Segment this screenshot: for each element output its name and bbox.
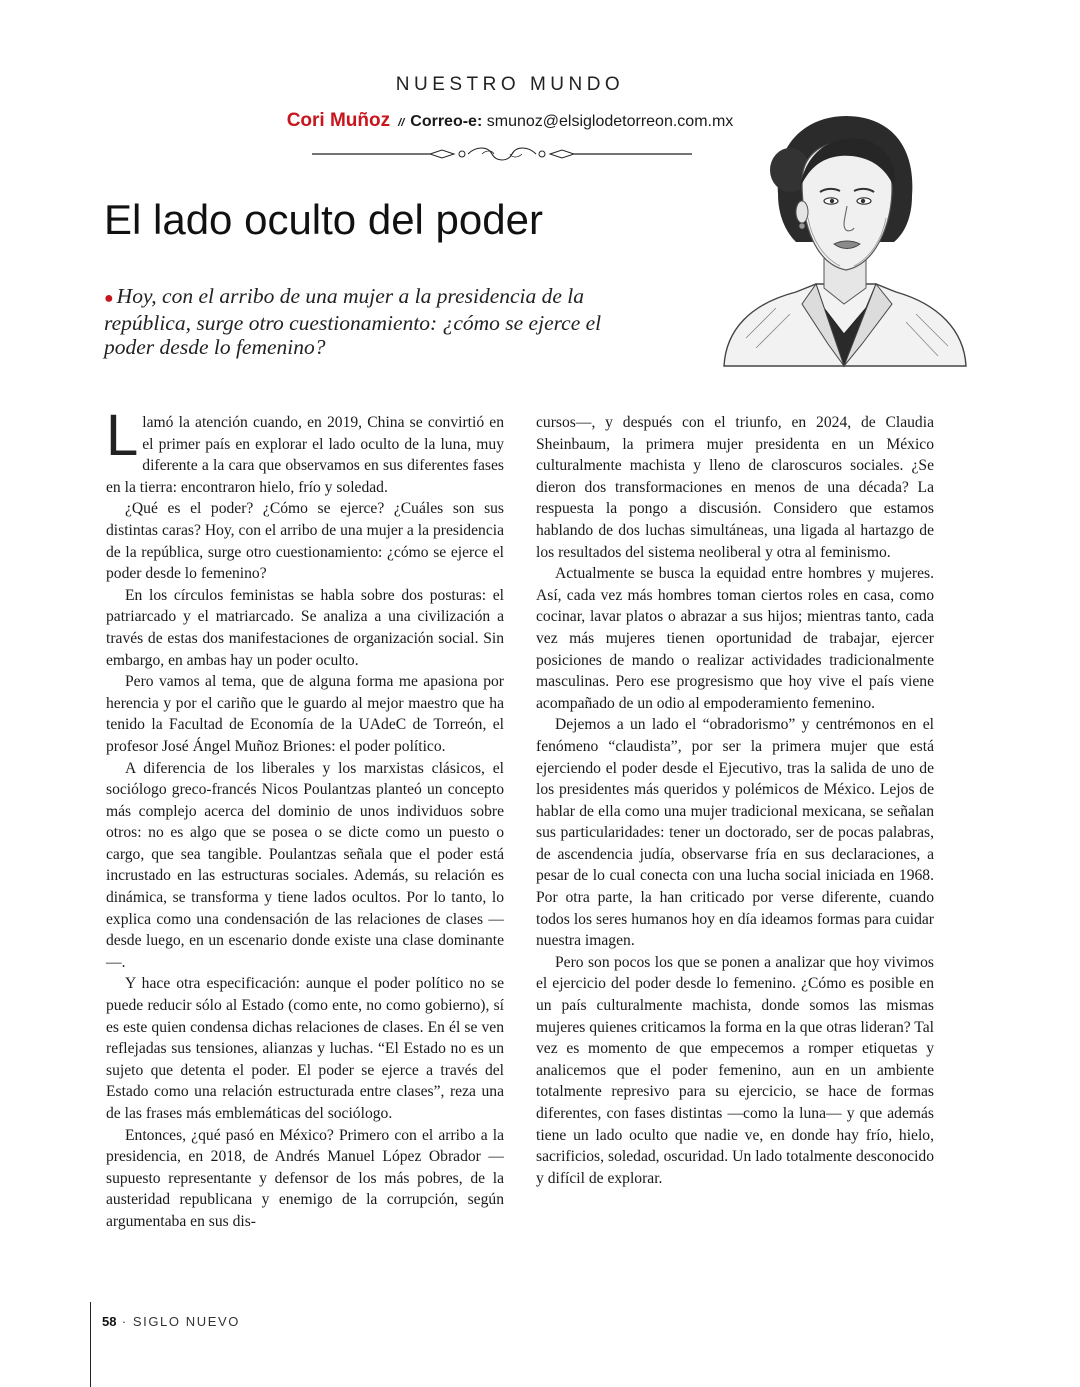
author-name: Cori Muñoz <box>286 110 391 131</box>
paragraph: Y hace otra especificación: aunque el poder político no se puede reducir sólo al Estado (como ente, no como gobierno), sí es este quien condensa dichas relaciones de clases. En él se ven reflejadas sus tensiones, alianzas y luchas. “El Estado no es un sujeto que detenta el poder. El poder se ejerce a través del Estado como una relación estructurada entre clases”, reza una de las frases más emblemáticas del sociólogo. <box>106 975 504 1122</box>
author-portrait-illustration <box>716 108 972 370</box>
paragraph: A diferencia de los liberales y los marxistas clásicos, el sociólogo greco-francés Nicos Poulantzas planteó un concepto más complejo acerca del dominio de unos individuos sobre otros: no es algo que se posea o se dicte como un puesto o cargo, que sea tangible. Poulantzas señala que el poder está incrustado en las estructuras sociales. Además, su relación es dinámica, se transforma y tiene lados ocultos. Por lo tanto, lo explica como una condensación de las relaciones de clases —desde luego, en un escenario donde existe una clase dominante—. <box>106 759 504 971</box>
email-label: Correo-e: <box>410 113 483 130</box>
byline-separator: // <box>398 117 405 129</box>
footer-dot: · <box>121 1314 128 1329</box>
author-email: smunoz@elsiglodetorreon.com.mx <box>486 113 734 130</box>
lede-text: Hoy, con el arribo de una mujer a la presidencia de la república, surge otro cuestionamiento: ¿cómo se ejerce el poder desde lo femenino? <box>104 284 602 359</box>
article-column-2 <box>536 412 934 1189</box>
page-number: 58 <box>102 1314 117 1329</box>
paragraph: Actualmente se busca la equidad entre hombres y mujeres. Así, cada vez más hombres toman ciertos roles en casa, como cocinar, lavar platos o abrazar a sus hijos; mientras tanto, cada vez más mujeres tienen oportunidad de trabajar, ejercer posiciones de mando o realizar actividades tradicionalmente masculinas. Pero ese progresismo que hoy vive el país viene acompañado de un odio al empoderamiento femenino. <box>536 565 934 712</box>
paragraph: ¿Qué es el poder? ¿Cómo se ejerce? ¿Cuáles son sus distintas caras? Hoy, con el arribo de una mujer a la presidencia de la república, surge otro cuestionamiento: ¿cómo se ejerce el poder desde lo femenino? <box>106 500 504 583</box>
paragraph: Pero vamos al tema, que de alguna forma me apasiona por herencia y por el cariño que le guardo al mejor maestro que ha tenido la Facultad de Economía de la UAdeC de Torreón, el profesor José Ángel Muñoz Briones: el poder político. <box>106 673 504 755</box>
paragraph: Pero son pocos los que se ponen a analizar que hoy vivimos el ejercicio del poder desde lo femenino. ¿Cómo es posible en un país culturalmente machista, donde somos las mismas mujeres quienes criticamos la forma en la que otras lideran? Tal vez es momento de que empecemos a romper etiquetas y analicemos que el poder femenino, aun en un ambiente totalmente represivo para su ejercicio, se hace de formas diferentes, con fases distintas —como la luna— y que además tiene un lado oculto que nadie ve, en donde hay frío, hielo, sacrificios, soledad, oscuridad. Un lado totalmente desconocido y difícil de explorar. <box>536 953 934 1187</box>
article-lede <box>104 284 604 359</box>
page-footer <box>102 1314 240 1329</box>
bullet-icon: ● <box>104 290 114 307</box>
drop-cap: L <box>106 403 139 468</box>
paragraph: Dejemos a un lado el “obradorismo” y centrémonos en el fenómeno “claudista”, por ser la primera mujer que está ejerciendo el poder desde el Ejecutivo, tras la salida de uno de los presidentes más queridos y polémicos de México. Lejos de hablar de ella como una mujer tradicional mexicana, se señalan sus particularidades: tener un doctorado, ser de pocas palabras, de ascendencia judía, observarse fría en sus declaraciones, a pesar de lo cual conecta con una lucha social iniciada en 1968. Por otra parte, la han criticado por verse diferente, cuando todos los seres humanos hoy en día ideamos formas para cuidar nuestra imagen. <box>536 716 934 950</box>
byline <box>220 110 800 132</box>
publication-name: SIGLO NUEVO <box>132 1314 241 1329</box>
paragraph: cursos—, y después con el triunfo, en 2024, de Claudia Sheinbaum, la primera mujer presidenta en un México culturalmente machista y lleno de claroscuros sociales. ¿Se dieron dos transformaciones en menos de una década? La respuesta la pongo a discusión. Considero que estamos hablando de dos luchas simultáneas, una ligada al hartazgo de los resultados del sistema neoliberal y otra al feminismo. <box>536 414 934 561</box>
scroll-ornament-icon <box>312 144 692 164</box>
article-column-1 <box>106 403 504 1233</box>
section-heading: NUESTRO MUNDO <box>395 74 625 95</box>
article-title: El lado oculto del poder <box>104 196 543 243</box>
paragraph: En los círculos feministas se habla sobre dos posturas: el patriarcado y el matriarcado. Se analiza a una civilización a través de estas dos manifestaciones de organización social. Sin embargo, en ambas hay un poder oculto. <box>106 586 504 669</box>
footer-rule <box>90 1302 91 1387</box>
paragraph: Llamó la atención cuando, en 2019, China se convirtió en el primer país en explorar el lado oculto de la luna, muy diferente a la cara que observamos en sus diferentes fases en la tierra: encontraron hielo, frío y soledad. <box>106 403 504 496</box>
paragraph: Entonces, ¿qué pasó en México? Primero con el arribo a la presidencia, en 2018, de Andrés Manuel López Obrador —supuesto representante y defensor de los más pobres, de la austeridad republicana y enemigo de la corrupción, según argumentaba en sus dis- <box>106 1126 504 1230</box>
